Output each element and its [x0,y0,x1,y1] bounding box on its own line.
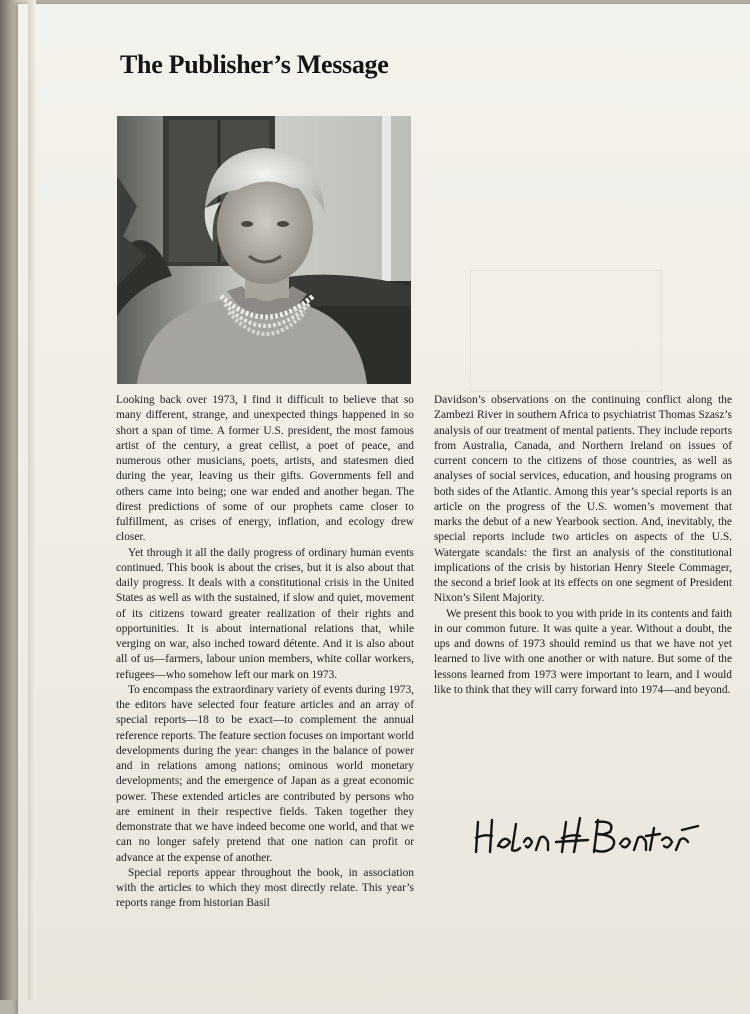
paragraph: Special reports appear throughout the book, in association with the articles to which they most directly relate. This year’s reports range from historian Basil [116,866,414,910]
paragraph: Yet through it all the daily progress of ordinary human events continued. This book is about the crises, but it is also about that daily progress. It deals with a constitutional crisis in the United States as well as with the sustained, if slow and quiet, movement of its citizens toward greater realization of their rights and opportunities. It is about international relations that, while verging on war, also inched toward détente. And it is also about all of us—farmers, labour union members, white collar workers, refugees—who somehow left our mark on 1973. [116,546,414,681]
publisher-portrait-photo [117,116,411,384]
handwritten-signature [470,812,700,862]
page-title: The Publisher’s Message [120,50,389,79]
page-binding-edge [28,0,36,1000]
paragraph: Looking back over 1973, I find it difficult to believe that so many different, strange, and unexpected things happened in so short a span of time. A former U.S. president, the most famous artist of the century, a great cellist, a poet of peace, and numerous other musicians, poets, artists, and statesmen died during the year, leaving us their gifts. Governments fell and others came into being; one war ended and another began. The direst predictions of some of our prophets came closer to fulfillment, as crises of energy, inflation, and ecology drew closer. [116,394,414,544]
left-text-column [116,393,414,912]
paragraph: To encompass the extraordinary variety of events during 1973, the editors have selected four feature articles and an array of special reports—18 to be exact—to complement the annual reference reports. The feature section focuses on important world developments during the year: changes in the balance of power and in relations among nations; ominous world monetary developments; and the emergence of Japan as a great economic power. These extended articles are contributed by persons who are eminent in their respective fields. Taken together they demonstrate that we have indeed become one world, and that we can no longer safely pretend that one nation can profit or advance at the expense of another. [116,683,414,864]
paragraph: Davidson’s observations on the continuing conflict along the Zambezi River in southern Africa to psychiatrist Thomas Szasz’s analysis of our treatment of mental patients. They include reports from Australia, Canada, and Northern Ireland on issues of current concern to the citizens of those countries, as well as analyses of social services, education, and housing programs on both sides of the Atlantic. Among this year’s special reports is an article on the progress of the U.S. women’s movement that marks the debut of a new Yearbook section. And, inevitably, the special reports include two articles on aspects of the U.S. Watergate scandals: the first an analysis of the constitutional implications of the crisis by historian Henry Steele Commager, the second a brief look at its effects on one segment of President Nixon’s Silent Majority. [434,394,732,605]
paragraph: We present this book to you with pride in its contents and faith in our common future. It was quite a year. Without a doubt, the ups and downs of 1973 should remind us that we have not yet learned to live with one another or with nature. But some of the lessons learned from 1973 were important to learn, and I would like to think that they will carry forward into 1974—and beyond. [434,607,732,696]
show-through-shadow [470,270,662,392]
right-text-column [434,393,732,698]
